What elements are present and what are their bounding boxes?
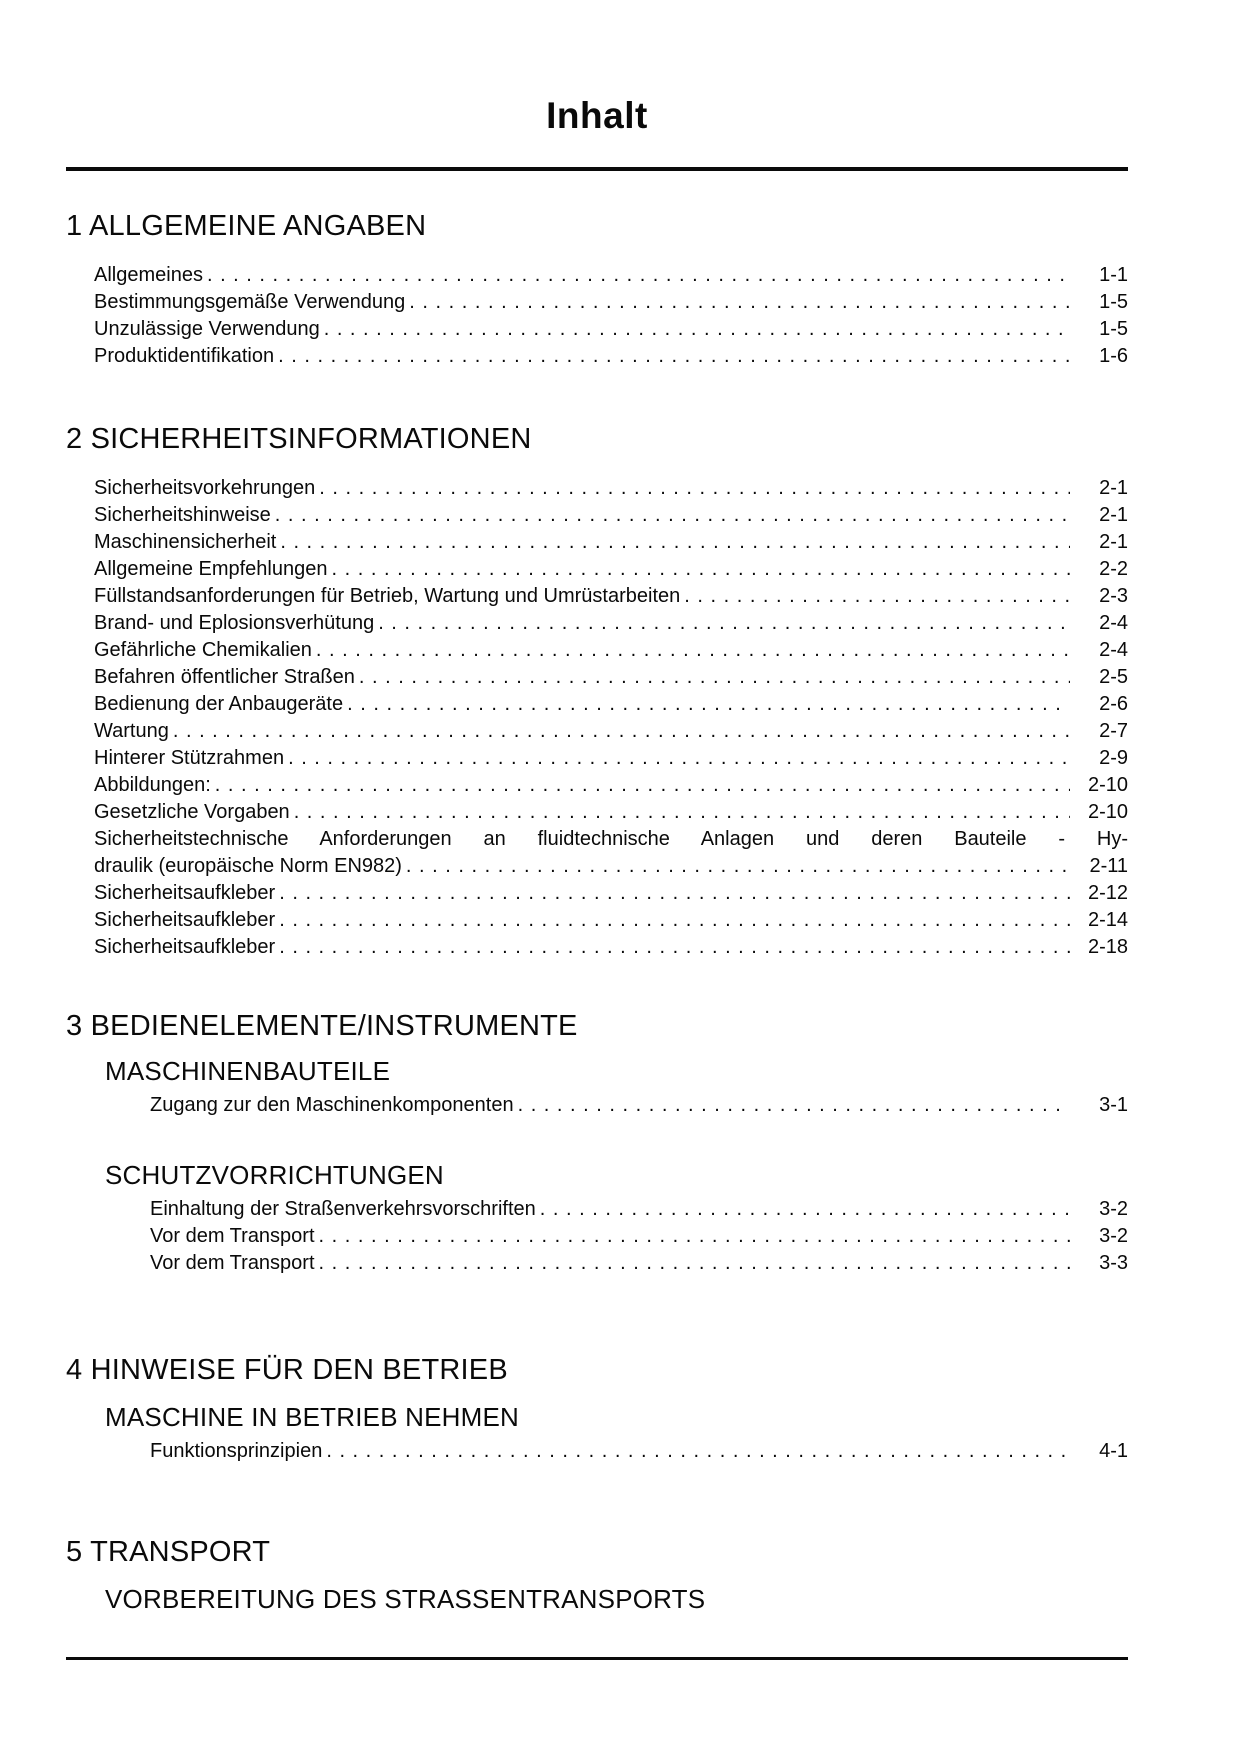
- subsection-maschine-in-betrieb-nehmen: [66, 1403, 1128, 1465]
- section-number: 1: [66, 210, 83, 242]
- entry-list: [66, 475, 1128, 961]
- dot-leader: [540, 1196, 1070, 1223]
- entry-page: 4-1: [1099, 1440, 1128, 1462]
- entry-label: Zugang zur den Maschinenkomponenten: [150, 1094, 514, 1116]
- section-heading: [66, 1011, 1128, 1041]
- entry-label: Sicherheitsvorkehrungen: [94, 477, 316, 499]
- entry-page: 2-10: [1087, 774, 1128, 796]
- toc-entry: [66, 691, 1128, 718]
- entry-page: 2-18: [1087, 936, 1128, 958]
- toc-entry: [66, 316, 1128, 343]
- section-heading: [66, 424, 1128, 454]
- dot-leader: [332, 556, 1071, 583]
- entry-page: 2-1: [1099, 477, 1128, 499]
- entry-page: 2-6: [1099, 693, 1128, 715]
- entry-page: 2-1: [1099, 504, 1128, 526]
- entry-list: [66, 1092, 1128, 1119]
- toc-entry: [66, 1196, 1128, 1223]
- section-title: ALLGEMEINE ANGABEN: [89, 210, 427, 242]
- entry-label: Sicherheitsaufkleber: [94, 909, 276, 931]
- subsection-vorbereitung-des-strassentransports: [66, 1585, 1128, 1613]
- entry-page: 3-2: [1099, 1198, 1128, 1220]
- dot-leader: [280, 529, 1070, 556]
- entry-list: [66, 1438, 1128, 1465]
- dot-leader: [215, 772, 1070, 799]
- entry-label: Abbildungen:: [94, 774, 211, 796]
- toc-entry: [66, 475, 1128, 502]
- footer-rule: [66, 1657, 1128, 1660]
- dot-leader: [316, 637, 1070, 664]
- toc-entry: [66, 1223, 1128, 1250]
- subsection-heading: SCHUTZVORRICHTUNGEN: [105, 1160, 444, 1190]
- dot-leader: [319, 1250, 1070, 1277]
- section-number: 2: [66, 423, 83, 455]
- subsection-heading: MASCHINE IN BETRIEB NEHMEN: [105, 1402, 520, 1432]
- entry-label: Allgemeine Empfehlungen: [94, 558, 328, 580]
- header-rule: [66, 167, 1128, 171]
- entry-label: Gesetzliche Vorgaben: [94, 801, 290, 823]
- toc-entry: [66, 934, 1128, 961]
- toc-entry: [66, 664, 1128, 691]
- toc-entry: [66, 1438, 1128, 1465]
- toc-entry: [66, 1092, 1128, 1119]
- entry-label: Vor dem Transport: [150, 1252, 315, 1274]
- entry-label: Vor dem Transport: [150, 1225, 315, 1247]
- subsection-heading: MASCHINENBAUTEILE: [105, 1056, 391, 1086]
- dot-leader: [347, 691, 1070, 718]
- entry-page: 2-7: [1099, 720, 1128, 742]
- entry-label: Produktidentifikation: [94, 345, 275, 367]
- entry-list: [66, 262, 1128, 370]
- subsection-maschinenbauteile: [66, 1057, 1128, 1119]
- page-title: Inhalt: [546, 95, 648, 136]
- entry-page: 2-11: [1089, 855, 1128, 877]
- entry-label: Befahren öffentlicher Straßen: [94, 666, 355, 688]
- section-heading: [66, 211, 1128, 241]
- toc-entry: [66, 343, 1128, 370]
- toc-entry: [66, 637, 1128, 664]
- entry-page: 3-3: [1099, 1252, 1128, 1274]
- dot-leader: [319, 1223, 1070, 1250]
- entry-label: Hinterer Stützrahmen: [94, 747, 285, 769]
- toc-entry: [66, 772, 1128, 799]
- entry-page: 2-4: [1099, 639, 1128, 661]
- entry-label: Bestimmungsgemäße Verwendung: [94, 291, 406, 313]
- entry-page: 2-2: [1099, 558, 1128, 580]
- entry-page: 2-12: [1087, 882, 1128, 904]
- dot-leader: [207, 262, 1070, 289]
- entry-page: 2-4: [1099, 612, 1128, 634]
- dot-leader: [326, 1438, 1070, 1465]
- toc-entry: [66, 799, 1128, 826]
- section-title: BEDIENELEMENTE/INSTRUMENTE: [90, 1010, 578, 1042]
- entry-page: 2-9: [1099, 747, 1128, 769]
- toc-entry: [66, 745, 1128, 772]
- dot-leader: [406, 853, 1070, 880]
- section-sicherheitsinformationen: [66, 424, 1128, 961]
- dot-leader: [409, 289, 1070, 316]
- dot-leader: [288, 745, 1070, 772]
- dot-leader: [279, 907, 1070, 934]
- entry-page: 3-1: [1099, 1094, 1128, 1116]
- dot-leader: [684, 583, 1070, 610]
- section-heading: [66, 1537, 1128, 1567]
- entry-label: Sicherheitshinweise: [94, 504, 271, 526]
- section-title: HINWEISE FÜR DEN BETRIEB: [90, 1354, 508, 1386]
- dot-leader: [279, 880, 1070, 907]
- entry-label: Sicherheitsaufkleber: [94, 882, 276, 904]
- dot-leader: [279, 934, 1070, 961]
- entry-page: 1-6: [1099, 345, 1128, 367]
- toc-entry: [66, 583, 1128, 610]
- section-heading: [66, 1355, 1128, 1385]
- dot-leader: [294, 799, 1070, 826]
- entry-label: Sicherheitsaufkleber: [94, 936, 276, 958]
- entry-label: Funktionsprinzipien: [150, 1440, 323, 1462]
- entry-label: Bedienung der Anbaugeräte: [94, 693, 344, 715]
- entry-page: 2-3: [1099, 585, 1128, 607]
- section-number: 3: [66, 1010, 83, 1042]
- entry-page: 1-1: [1099, 264, 1128, 286]
- dot-leader: [518, 1092, 1070, 1119]
- toc-entry: [66, 262, 1128, 289]
- entry-page: 1-5: [1099, 291, 1128, 313]
- toc-entry: [66, 718, 1128, 745]
- entry-label-line1: Sicherheitstechnische Anforderungen an fluidtechnische Anlagen und deren Bauteile - Hy-: [94, 828, 1128, 850]
- entry-label: Brand- und Eplosionsverhütung: [94, 612, 375, 634]
- dot-leader: [278, 343, 1070, 370]
- subsection-heading: VORBEREITUNG DES STRASSENTRANSPORTS: [105, 1584, 706, 1614]
- section-number: 5: [66, 1536, 83, 1568]
- dot-leader: [319, 475, 1070, 502]
- entry-page: 2-5: [1099, 666, 1128, 688]
- section-title: SICHERHEITSINFORMATIONEN: [90, 423, 532, 455]
- section-allgemeine-angaben: [66, 211, 1128, 370]
- entry-label: Unzulässige Verwendung: [94, 318, 320, 340]
- dot-leader: [275, 502, 1070, 529]
- entry-page: 2-14: [1087, 909, 1128, 931]
- entry-label: Maschinensicherheit: [94, 531, 277, 553]
- section-bedienelemente-instrumente: [66, 1011, 1128, 1277]
- entry-label-line2: draulik (europäische Norm EN982): [94, 855, 402, 877]
- toc-entry: [66, 289, 1128, 316]
- section-hinweise-fuer-den-betrieb: [66, 1355, 1128, 1465]
- entry-page: 2-10: [1087, 801, 1128, 823]
- entry-list: [66, 1196, 1128, 1277]
- toc-entry: [66, 529, 1128, 556]
- entry-label: Gefährliche Chemikalien: [94, 639, 312, 661]
- toc-entry: [66, 880, 1128, 907]
- dot-leader: [378, 610, 1070, 637]
- toc-entry: [66, 556, 1128, 583]
- entry-label: Allgemeines: [94, 264, 203, 286]
- toc-entry: [66, 907, 1128, 934]
- entry-label: Füllstandsanforderungen für Betrieb, Wartung und Umrüstarbeiten: [94, 585, 681, 607]
- subsection-schutzvorrichtungen: [66, 1161, 1128, 1277]
- entry-page: 1-5: [1099, 318, 1128, 340]
- entry-page: 3-2: [1099, 1225, 1128, 1247]
- dot-leader: [359, 664, 1070, 691]
- entry-label: Einhaltung der Straßenverkehrsvorschriften: [150, 1198, 536, 1220]
- toc-entry-two-line: [66, 826, 1128, 880]
- entry-label: Wartung: [94, 720, 169, 742]
- section-transport: [66, 1537, 1128, 1613]
- toc-entry: [66, 610, 1128, 637]
- toc-entry: [66, 502, 1128, 529]
- toc-entry: [66, 1250, 1128, 1277]
- section-title: TRANSPORT: [90, 1536, 271, 1568]
- section-number: 4: [66, 1354, 83, 1386]
- dot-leader: [173, 718, 1070, 745]
- dot-leader: [324, 316, 1070, 343]
- entry-page: 2-1: [1099, 531, 1128, 553]
